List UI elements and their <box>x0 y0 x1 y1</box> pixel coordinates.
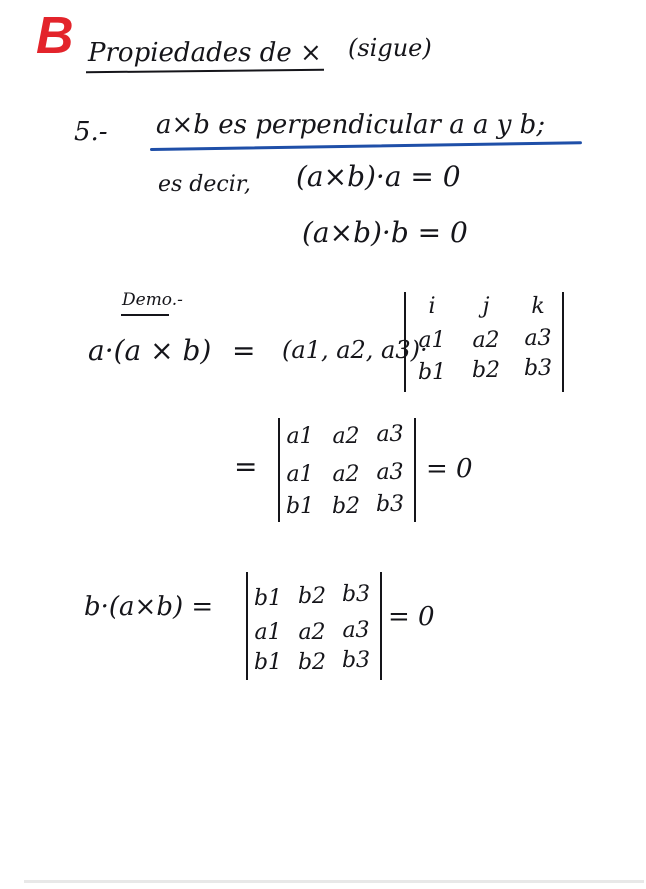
property-number: 5.- <box>74 117 108 147</box>
page-title: Propiedades de × <box>88 38 322 68</box>
det-cell: b2 <box>297 584 327 609</box>
det-cell: b3 <box>341 582 371 607</box>
equation-dot-b: (a×b)·b = 0 <box>302 216 468 249</box>
det-cell: b3 <box>523 356 553 381</box>
determinant-repeated-row <box>278 418 416 522</box>
det-cell: b1 <box>253 650 283 675</box>
determinant-b-row <box>246 572 382 680</box>
det-cell: b3 <box>375 492 405 517</box>
det-cell: a3 <box>342 618 370 643</box>
det-cell: b1 <box>285 494 315 519</box>
title-underline <box>86 69 324 73</box>
demo-lhs-b: b·(a×b) = <box>84 592 214 622</box>
equals-sign: = <box>232 334 256 367</box>
page-bottom-edge <box>24 880 644 883</box>
demo-label: Demo.- <box>122 290 183 310</box>
det-cell: k <box>531 294 545 319</box>
result-zero-1: = 0 <box>426 454 473 484</box>
det-cell: a1 <box>418 328 446 353</box>
det-cell: i <box>428 294 436 319</box>
det-cell: a1 <box>286 424 314 449</box>
det-cell: b2 <box>471 358 501 383</box>
det-cell: b2 <box>331 494 361 519</box>
demo-lhs-a: a·(a × b) <box>88 334 212 367</box>
result-zero-2: = 0 <box>388 602 435 632</box>
equation-dot-a: (a×b)·a = 0 <box>296 160 461 193</box>
det-cell: a2 <box>332 462 360 487</box>
determinant-ijk <box>404 292 564 392</box>
det-cell: a2 <box>332 424 360 449</box>
det-cell: b1 <box>417 360 447 385</box>
det-cell: a1 <box>254 620 282 645</box>
det-cell: b3 <box>341 648 371 673</box>
section-letter: B <box>36 7 74 65</box>
det-cell: a3 <box>524 326 552 351</box>
det-cell: a2 <box>298 620 326 645</box>
det-cell: a3 <box>376 422 404 447</box>
det-cell: j <box>482 294 490 319</box>
det-cell: a2 <box>472 328 500 353</box>
det-cell: b2 <box>297 650 327 675</box>
equals-sign-2: = <box>234 450 258 483</box>
det-cell: a1 <box>286 462 314 487</box>
demo-underline <box>121 314 169 316</box>
statement-underline <box>150 141 582 151</box>
meaning-intro: es decir, <box>158 172 251 197</box>
property-statement: a×b es perpendicular a a y b; <box>156 110 546 140</box>
det-cell: a3 <box>376 460 404 485</box>
demo-rhs-vector: (a1, a2, a3)· <box>282 336 428 364</box>
title-continuation: (sigue) <box>348 34 432 62</box>
det-cell: b1 <box>253 586 283 611</box>
